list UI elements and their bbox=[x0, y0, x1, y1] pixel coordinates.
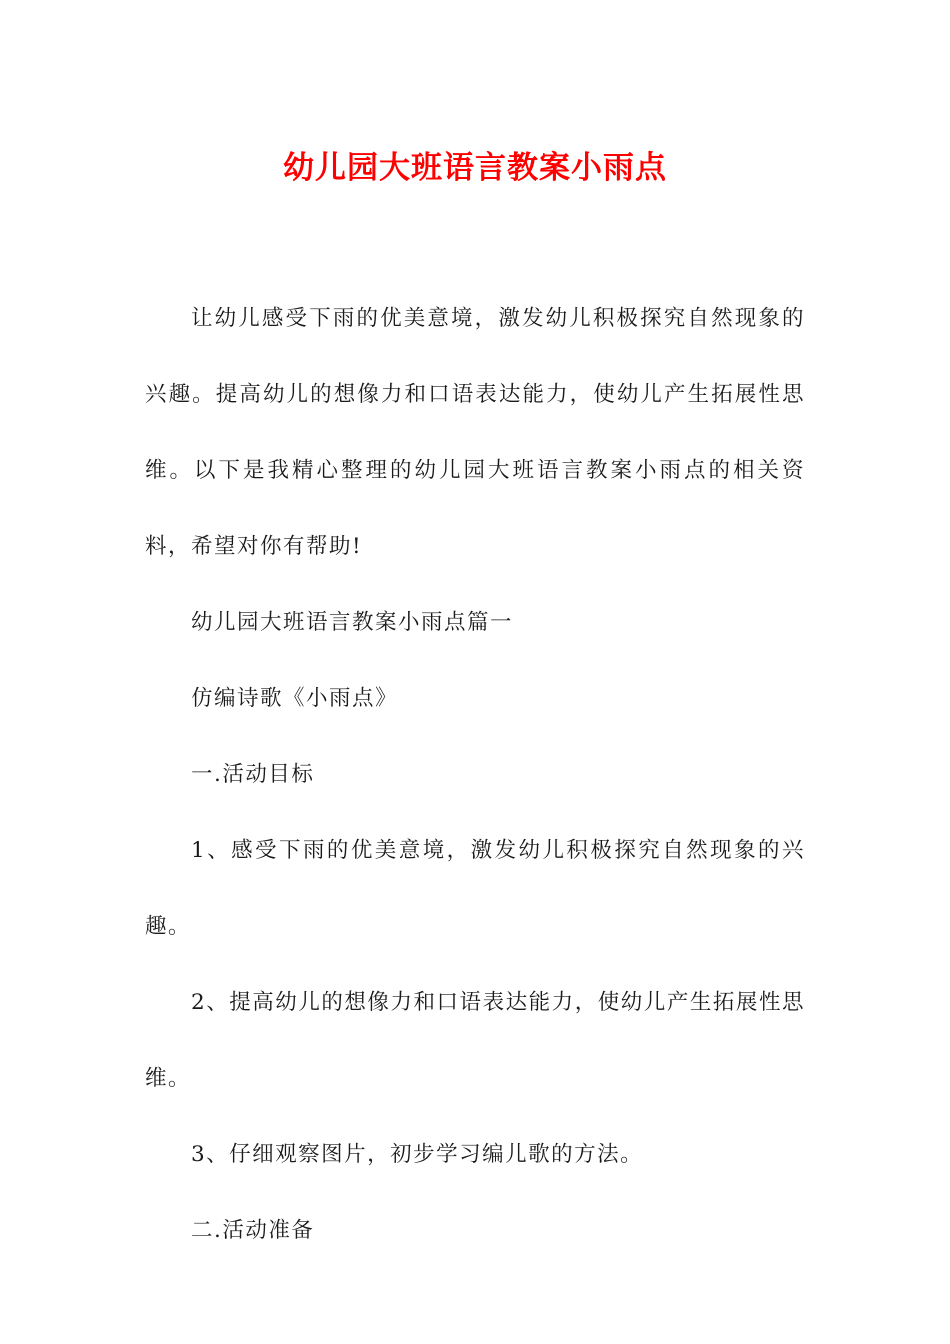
goal-item-3: 3、仔细观察图片，初步学习编儿歌的方法。 bbox=[191, 1142, 644, 1167]
activity-preparation-heading: 二.活动准备 bbox=[191, 1218, 315, 1243]
goal-item-2: 2、提高幼儿的想像力和口语表达能力，使幼儿产生拓展性思维。 bbox=[145, 990, 805, 1091]
activity-goals-heading: 一.活动目标 bbox=[191, 762, 315, 787]
document-title: 幼儿园大班语言教案小雨点 bbox=[283, 150, 667, 186]
document-body bbox=[145, 281, 805, 1269]
goal-item-1: 1、感受下雨的优美意境，激发幼儿积极探究自然现象的兴趣。 bbox=[145, 838, 805, 939]
intro-paragraph: 让幼儿感受下雨的优美意境，激发幼儿积极探究自然现象的兴趣。提高幼儿的想像力和口语表达能力，使幼儿产生拓展性思维。以下是我精心整理的幼儿园大班语言教案小雨点的相关资料，希望对你有帮助! bbox=[145, 306, 805, 559]
section-heading: 幼儿园大班语言教案小雨点篇一 bbox=[191, 610, 514, 635]
poem-title: 仿编诗歌《小雨点》 bbox=[191, 686, 399, 711]
